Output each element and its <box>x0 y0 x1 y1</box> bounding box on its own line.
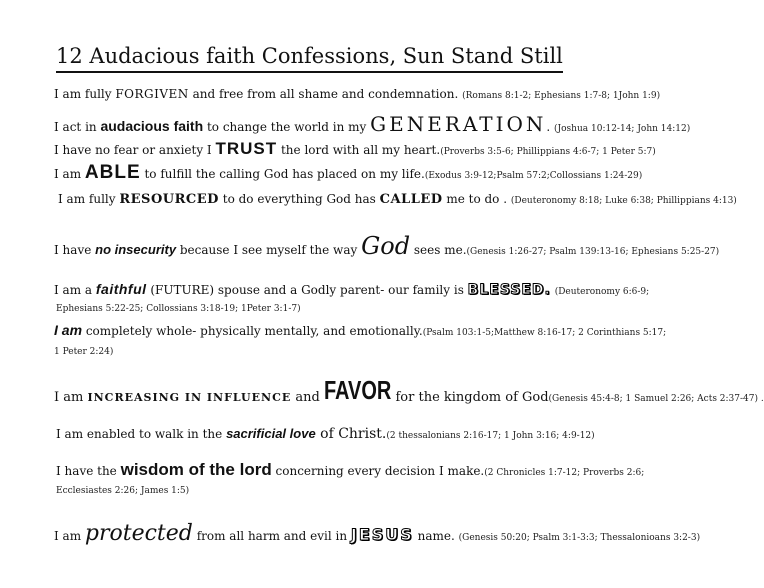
text: I am fully <box>54 87 116 101</box>
confession-12 <box>54 523 700 545</box>
text: because I see myself the way <box>176 243 362 257</box>
scripture-reference: (2 thessalonians 2:16-17; 1 John 3:16; 4:9-12) <box>386 431 595 441</box>
scripture-reference: (2 Chronicles 1:7-12; Proverbs 2:6; <box>484 468 645 478</box>
text: to do everything God has <box>218 192 380 206</box>
scripture-reference: (Genesis 1:26-27; Psalm 139:13-16; Ephesians 5:25-27) <box>466 247 720 257</box>
text: I am <box>54 167 85 181</box>
emphasis-jesus: JESUS <box>350 525 414 544</box>
scripture-reference-continued: Ephesians 5:22-25; Collossians 3:18-19; 1Peter 3:1-7) <box>56 304 301 314</box>
text: and <box>291 390 324 405</box>
scripture-reference: (Exodus 3:9-12;Psalm 57:2;Collossians 1:24-29) <box>424 171 643 181</box>
text: I am a <box>54 283 96 297</box>
emphasis-no-insecurity: no insecurity <box>95 242 177 257</box>
text: I am fully <box>58 192 120 206</box>
scripture-reference-continued: Ecclesiastes 2:26; James 1:5) <box>56 486 190 496</box>
text: I am <box>54 390 88 405</box>
confession-8 <box>54 323 666 338</box>
text: I have <box>54 243 96 257</box>
emphasis-i-am: I am <box>54 322 83 338</box>
emphasis-generation: GENERATION <box>370 112 547 136</box>
emphasis-resourced: RESOURCED <box>119 192 219 207</box>
text: I act in <box>54 120 101 134</box>
text: I am enabled to walk in the <box>56 427 227 441</box>
confession-1 <box>54 88 660 101</box>
confession-5 <box>58 193 737 206</box>
scripture-reference: (Proverbs 3:5-6; Phillippians 4:6-7; 1 Peter 5:7) <box>440 147 656 157</box>
confession-4 <box>54 163 642 182</box>
text: . <box>546 120 555 134</box>
text: sees me. <box>410 243 467 257</box>
emphasis-blessed: BLESSED. <box>467 282 551 298</box>
scripture-reference: (Psalm 103:1-5;Matthew 8:16-17; 2 Corinthians 5:17; <box>422 328 667 338</box>
text: completely whole- physically mentally, and emotionally. <box>82 324 423 338</box>
emphasis-favor: FAVOR <box>323 376 392 406</box>
text: name. <box>413 529 459 543</box>
scripture-reference: (Joshua 10:12-14; John 14:12) <box>554 124 691 134</box>
text: for the kingdom of God <box>391 390 549 405</box>
confession-6 <box>54 234 719 258</box>
text: of Christ. <box>315 426 387 442</box>
text: (FUTURE) spouse and a Godly parent- our family is <box>146 283 468 297</box>
text: to change the world in my <box>203 120 371 134</box>
text: to fulfill the calling God has placed on my life. <box>140 167 425 181</box>
confession-11 <box>56 461 644 478</box>
confession-7 <box>54 282 649 297</box>
confession-2 <box>54 114 690 134</box>
scripture-reference: (Genesis 45:4-8; 1 Samuel 2:26; Acts 2:37-47) . <box>548 394 764 404</box>
emphasis-protected: protected <box>84 521 193 546</box>
emphasis-able: ABLE <box>84 162 141 183</box>
emphasis-wisdom-of-the-lord: wisdom of the lord <box>120 460 272 479</box>
text: concerning every decision I make. <box>271 464 485 478</box>
text: I have the <box>56 464 121 478</box>
text: I have no fear or anxiety I <box>54 143 216 157</box>
emphasis-forgiven: FORGIVEN <box>115 87 189 101</box>
page-title: 12 Audacious faith Confessions, Sun Stand Still <box>56 44 563 73</box>
text: from all harm and evil in <box>192 529 351 543</box>
confession-9 <box>54 376 764 406</box>
scripture-reference: (Deuteronomy 8:18; Luke 6:38; Phillippians 4:13) <box>510 196 737 206</box>
emphasis-called: CALLED <box>379 192 443 207</box>
text: me to do . <box>442 192 511 206</box>
emphasis-god: God <box>361 232 411 260</box>
scripture-reference: (Genesis 50:20; Psalm 3:1-3:3; Thessalonioans 3:2-3) <box>458 533 701 543</box>
text: the lord with all my heart. <box>277 143 441 157</box>
scripture-reference: (Deuteronomy 6:6-9; <box>554 287 650 297</box>
scripture-reference-continued: 1 Peter 2:24) <box>54 347 114 357</box>
emphasis-increasing-in-influence: INCREASING IN INFLUENCE <box>87 391 292 404</box>
emphasis-audacious-faith: audacious faith <box>100 118 204 134</box>
emphasis-trust: TRUST <box>215 139 278 158</box>
emphasis-sacrificial-love: sacrificial love <box>226 426 316 441</box>
text: I am <box>54 529 85 543</box>
text: and free from all shame and condemnation. <box>188 87 463 101</box>
scripture-reference: (Romans 8:1-2; Ephesians 1:7-8; 1John 1:9) <box>462 91 661 101</box>
confession-3 <box>54 140 656 157</box>
emphasis-faithful: faithful <box>95 281 147 297</box>
confession-10 <box>56 427 595 441</box>
